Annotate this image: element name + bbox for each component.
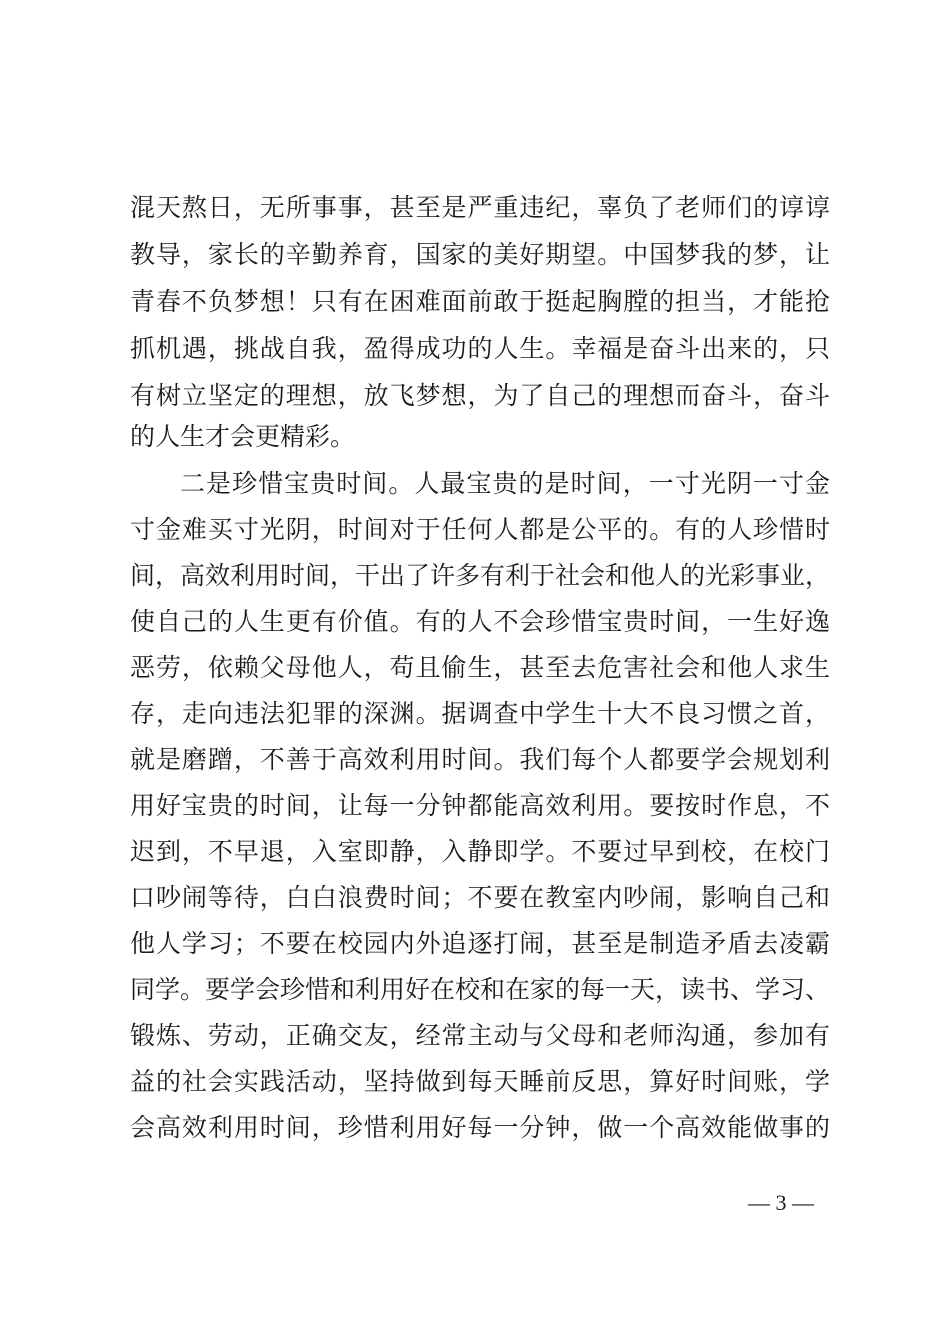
text-line: 口吵闹等待，白白浪费时间；不要在教室内吵闹，影响自己和: [130, 883, 830, 912]
text-line: 的人生才会更精彩。: [130, 422, 356, 451]
page-number: — 3 —: [748, 1190, 814, 1215]
text-line: 他人学习；不要在校园内外追逐打闹，甚至是制造矛盾去凌霸: [130, 929, 830, 958]
text-line: 教导，家长的辛勤养育，国家的美好期望。中国梦我的梦，让: [130, 240, 830, 269]
text-line: 使自己的人生更有价值。有的人不会珍惜宝贵时间，一生好逸: [130, 607, 830, 636]
text-line: 寸金难买寸光阴，时间对于任何人都是公平的。有的人珍惜时: [130, 515, 830, 544]
text-line: 混天熬日，无所事事，甚至是严重违纪，辜负了老师们的谆谆: [130, 193, 830, 222]
text-line: 用好宝贵的时间，让每一分钟都能高效利用。要按时作息，不: [130, 791, 830, 820]
text-line: 就是磨蹭，不善于高效利用时间。我们每个人都要学会规划利: [130, 745, 830, 774]
text-line: 锻炼、劳动，正确交友，经常主动与父母和老师沟通，参加有: [130, 1021, 830, 1050]
text-line: 迟到，不早退，入室即静，入静即学。不要过早到校，在校门: [130, 837, 830, 866]
text-line: 间，高效利用时间，干出了许多有利于社会和他人的光彩事业，: [130, 561, 831, 590]
text-line: 有树立坚定的理想，放飞梦想，为了自己的理想而奋斗，奋斗: [130, 381, 830, 410]
text-line: 益的社会实践活动，坚持做到每天睡前反思，算好时间账，学: [130, 1067, 830, 1096]
text-line: 恶劳，依赖父母他人，苟且偷生，甚至去危害社会和他人求生: [130, 653, 830, 682]
paragraph-start-line: 二是珍惜宝贵时间。人最宝贵的是时间，一寸光阴一寸金: [180, 469, 830, 498]
text-line: 会高效利用时间，珍惜利用好每一分钟，做一个高效能做事的: [130, 1113, 830, 1142]
text-line: 青春不负梦想！只有在困难面前敢于挺起胸膛的担当，才能抢: [130, 287, 830, 316]
text-line: 抓机遇，挑战自我，盈得成功的人生。幸福是奋斗出来的，只: [130, 334, 830, 363]
text-line: 同学。要学会珍惜和利用好在校和在家的每一天，读书、学习、: [130, 975, 831, 1004]
text-line: 存，走向违法犯罪的深渊。据调查中学生十大不良习惯之首，: [130, 699, 830, 728]
